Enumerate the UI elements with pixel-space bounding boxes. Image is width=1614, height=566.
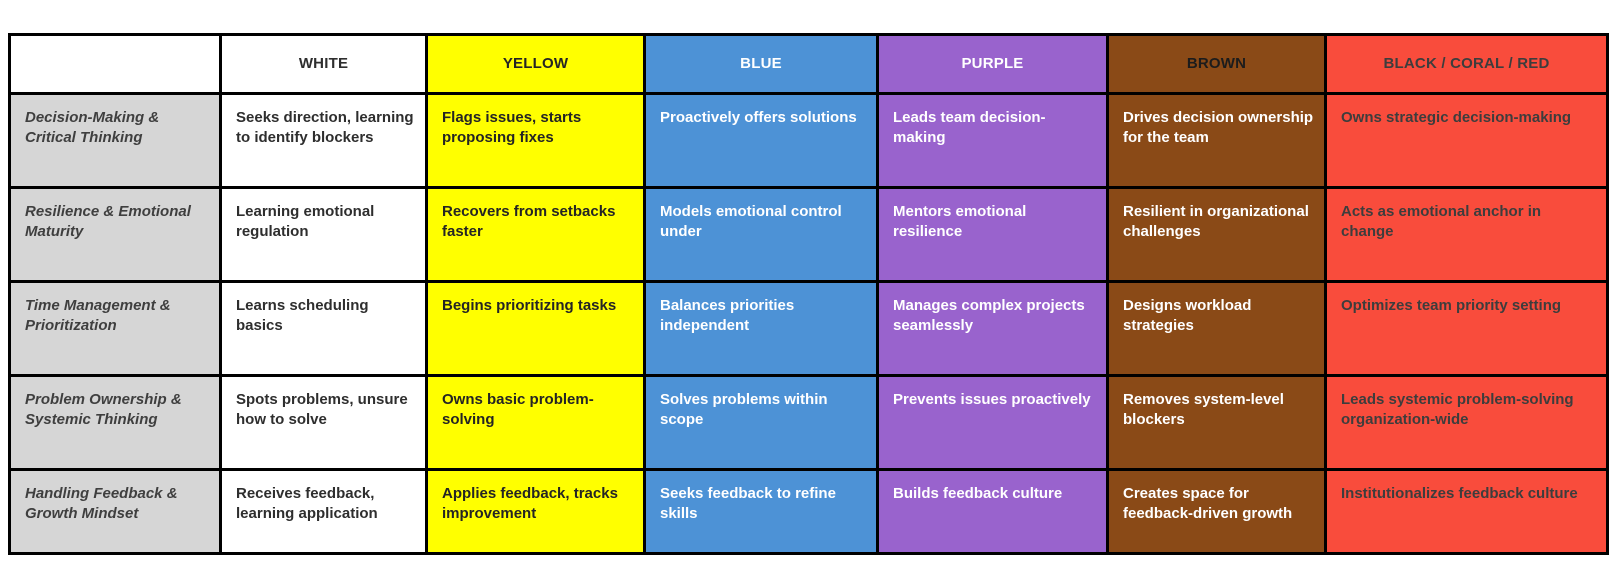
matrix-cell-brown: Removes system-level blockers (1108, 376, 1326, 470)
matrix-cell-brown: Resilient in organizational challenges (1108, 188, 1326, 282)
row-label: Time Management & Prioritization (10, 282, 221, 376)
matrix-cell-purple: Leads team decision-making (878, 94, 1108, 188)
matrix-cell-blue: Seeks feedback to refine skills (645, 470, 878, 554)
matrix-cell-yellow: Applies feedback, tracks improvement (427, 470, 645, 554)
belt-competency-matrix (8, 33, 1609, 555)
matrix-cell-red: Leads systemic problem-solving organization-wide (1326, 376, 1608, 470)
matrix-cell-red: Optimizes team priority setting (1326, 282, 1608, 376)
matrix-cell-blue: Models emotional control under (645, 188, 878, 282)
matrix-cell-brown: Creates space for feedback-driven growth (1108, 470, 1326, 554)
matrix-cell-purple: Mentors emotional resilience (878, 188, 1108, 282)
matrix-cell-white: Learning emotional regulation (221, 188, 427, 282)
matrix-cell-yellow: Flags issues, starts proposing fixes (427, 94, 645, 188)
header-row (10, 35, 1608, 94)
table-row (10, 94, 1608, 188)
column-header-red: BLACK / CORAL / RED (1326, 35, 1608, 94)
matrix-cell-blue: Solves problems within scope (645, 376, 878, 470)
matrix-cell-brown: Designs workload strategies (1108, 282, 1326, 376)
row-label: Resilience & Emotional Maturity (10, 188, 221, 282)
table-row (10, 188, 1608, 282)
matrix-cell-red: Institutionalizes feedback culture (1326, 470, 1608, 554)
table-row (10, 282, 1608, 376)
matrix-cell-yellow: Owns basic problem-solving (427, 376, 645, 470)
row-label: Decision-Making & Critical Thinking (10, 94, 221, 188)
matrix-cell-purple: Manages complex projects seamlessly (878, 282, 1108, 376)
matrix-cell-blue: Balances priorities independent (645, 282, 878, 376)
column-header-yellow: YELLOW (427, 35, 645, 94)
matrix-cell-red: Owns strategic decision-making (1326, 94, 1608, 188)
matrix-cell-yellow: Begins prioritizing tasks (427, 282, 645, 376)
column-header-blue: BLUE (645, 35, 878, 94)
matrix-cell-red: Acts as emotional anchor in change (1326, 188, 1608, 282)
table-row (10, 376, 1608, 470)
matrix-cell-white: Spots problems, unsure how to solve (221, 376, 427, 470)
matrix-header-row (10, 35, 1608, 94)
matrix-cell-purple: Prevents issues proactively (878, 376, 1108, 470)
matrix-cell-purple: Builds feedback culture (878, 470, 1108, 554)
matrix-cell-white: Seeks direction, learning to identify blockers (221, 94, 427, 188)
column-header-brown: BROWN (1108, 35, 1326, 94)
matrix-cell-white: Receives feedback, learning application (221, 470, 427, 554)
table-row (10, 470, 1608, 554)
matrix-cell-white: Learns scheduling basics (221, 282, 427, 376)
matrix-cell-blue: Proactively offers solutions (645, 94, 878, 188)
row-label: Problem Ownership & Systemic Thinking (10, 376, 221, 470)
row-label: Handling Feedback & Growth Mindset (10, 470, 221, 554)
matrix-cell-yellow: Recovers from setbacks faster (427, 188, 645, 282)
matrix-body (10, 94, 1608, 554)
column-header-purple: PURPLE (878, 35, 1108, 94)
column-header-white: WHITE (221, 35, 427, 94)
matrix-cell-brown: Drives decision ownership for the team (1108, 94, 1326, 188)
corner-cell (10, 35, 221, 94)
